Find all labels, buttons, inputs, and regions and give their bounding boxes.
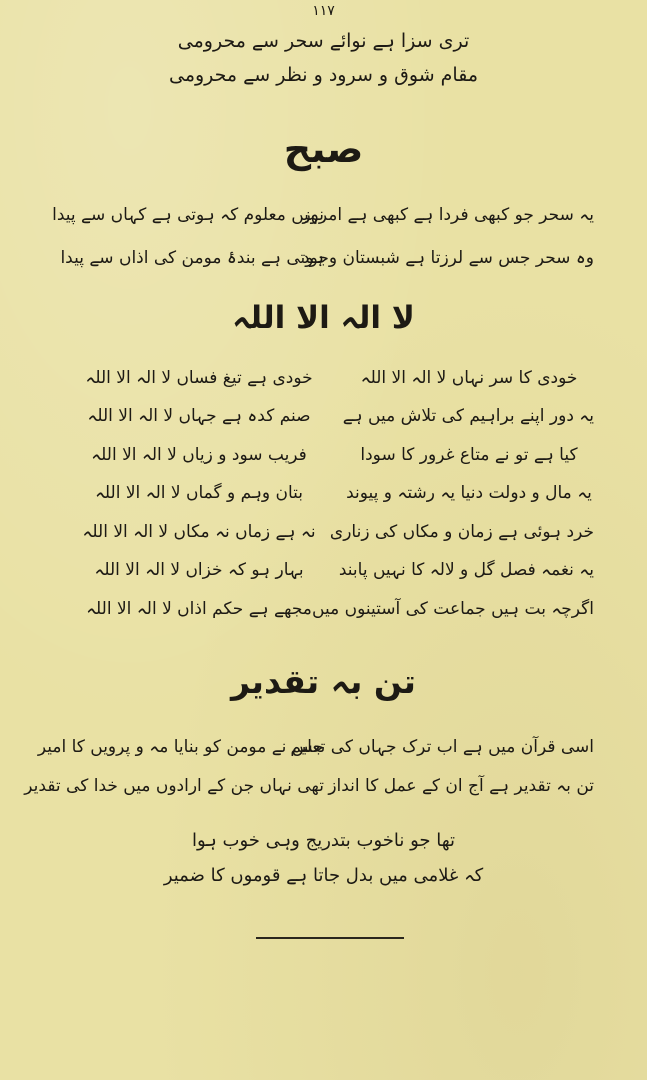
section-title-subah: صبح: [283, 127, 364, 171]
second-hemistich: نہیں معلوم کہ ہوتی ہے کہاں سے پیدا: [52, 205, 324, 225]
second-hemistich: تھی نہاں جن کے ارادوں میں خدا کی تقدیر: [24, 776, 324, 796]
couplet: [74, 435, 594, 474]
intro-line: مقام شوق و سرود و نظر سے محرومی: [168, 64, 478, 86]
second-hemistich: مجھے ہے حکم اذاں لا الہ الا اللہ: [86, 598, 312, 619]
second-hemistich: نہ ہے زماں نہ مکاں لا الہ الا اللہ: [82, 521, 316, 542]
closing-couplet: [0, 823, 647, 893]
poem-la-ilaha: [74, 358, 594, 628]
second-hemistich: فریب سود و زیاں لا الہ الا اللہ: [91, 444, 307, 465]
poem-subah: [52, 193, 594, 279]
page-number: ۱۱۷: [312, 3, 335, 19]
first-hemistich: تن بہ تقدیر ہے آج ان کے عمل کا انداز: [328, 776, 594, 796]
intro-line: تری سزا ہے نوائے سحر سے محرومی: [177, 30, 470, 52]
couplet: [74, 358, 594, 397]
couplet: [74, 589, 594, 628]
first-hemistich: یہ نغمہ فصل گل و لالہ کا نہیں پابند: [338, 560, 594, 581]
intro-couplet: [0, 24, 647, 92]
end-divider: [256, 937, 404, 939]
closing-line: کہ غلامی میں بدل جاتا ہے قوموں کا ضمیر: [163, 865, 484, 886]
couplet: [24, 766, 594, 805]
couplet: [37, 727, 594, 766]
first-hemistich: یہ مال و دولت دنیا یہ رشتہ و پیوند: [346, 483, 592, 504]
first-hemistich: اسی قرآن میں ہے اب ترک جہاں کی تعلیم: [290, 737, 594, 757]
section-title-tan-ba-taqdeer: تن بہ تقدیر: [231, 662, 416, 701]
first-hemistich: اگرچہ بت ہیں جماعت کی آستینوں میں: [312, 598, 594, 619]
couplet: [74, 474, 594, 513]
first-hemistich: کیا ہے تو نے متاع غرور کا سودا: [360, 444, 578, 465]
first-hemistich: خودی کا سر نہاں لا الہ الا اللہ: [360, 367, 578, 388]
couplet: [74, 397, 594, 436]
section-title-la-ilaha: لا الہ الا اللہ: [232, 300, 415, 336]
second-hemistich: بتان وہم و گماں لا الہ الا اللہ: [94, 483, 304, 504]
second-hemistich: ہوتی ہے بندۂ مومن کی اذاں سے پیدا: [60, 248, 324, 268]
couplet: [60, 236, 594, 279]
couplet: [74, 512, 594, 551]
poem-tan-ba-taqdeer: [24, 727, 594, 805]
closing-line: تھا جو ناخوب بتدریج وہی خوب ہوا: [191, 830, 456, 851]
first-hemistich: یہ دور اپنے براہیم کی تلاش میں ہے: [342, 406, 594, 427]
couplet: [52, 193, 594, 236]
first-hemistich: خرد ہوئی ہے زمان و مکاں کی زناری: [329, 521, 594, 542]
first-hemistich: وہ سحر جس سے لرزتا ہے شبستان وجود: [302, 248, 594, 268]
second-hemistich: جس نے مومن کو بنایا مہ و پرویں کا امیر: [37, 737, 324, 757]
first-hemistich: یہ سحر جو کبھی فردا ہے کبھی ہے امروز: [302, 205, 594, 225]
couplet: [74, 551, 594, 590]
second-hemistich: بہار ہو کہ خزاں لا الہ الا اللہ: [94, 560, 304, 581]
second-hemistich: صنم کدہ ہے جہاں لا الہ الا اللہ: [87, 406, 311, 427]
second-hemistich: خودی ہے تیغ فساں لا الہ الا اللہ: [85, 367, 313, 388]
